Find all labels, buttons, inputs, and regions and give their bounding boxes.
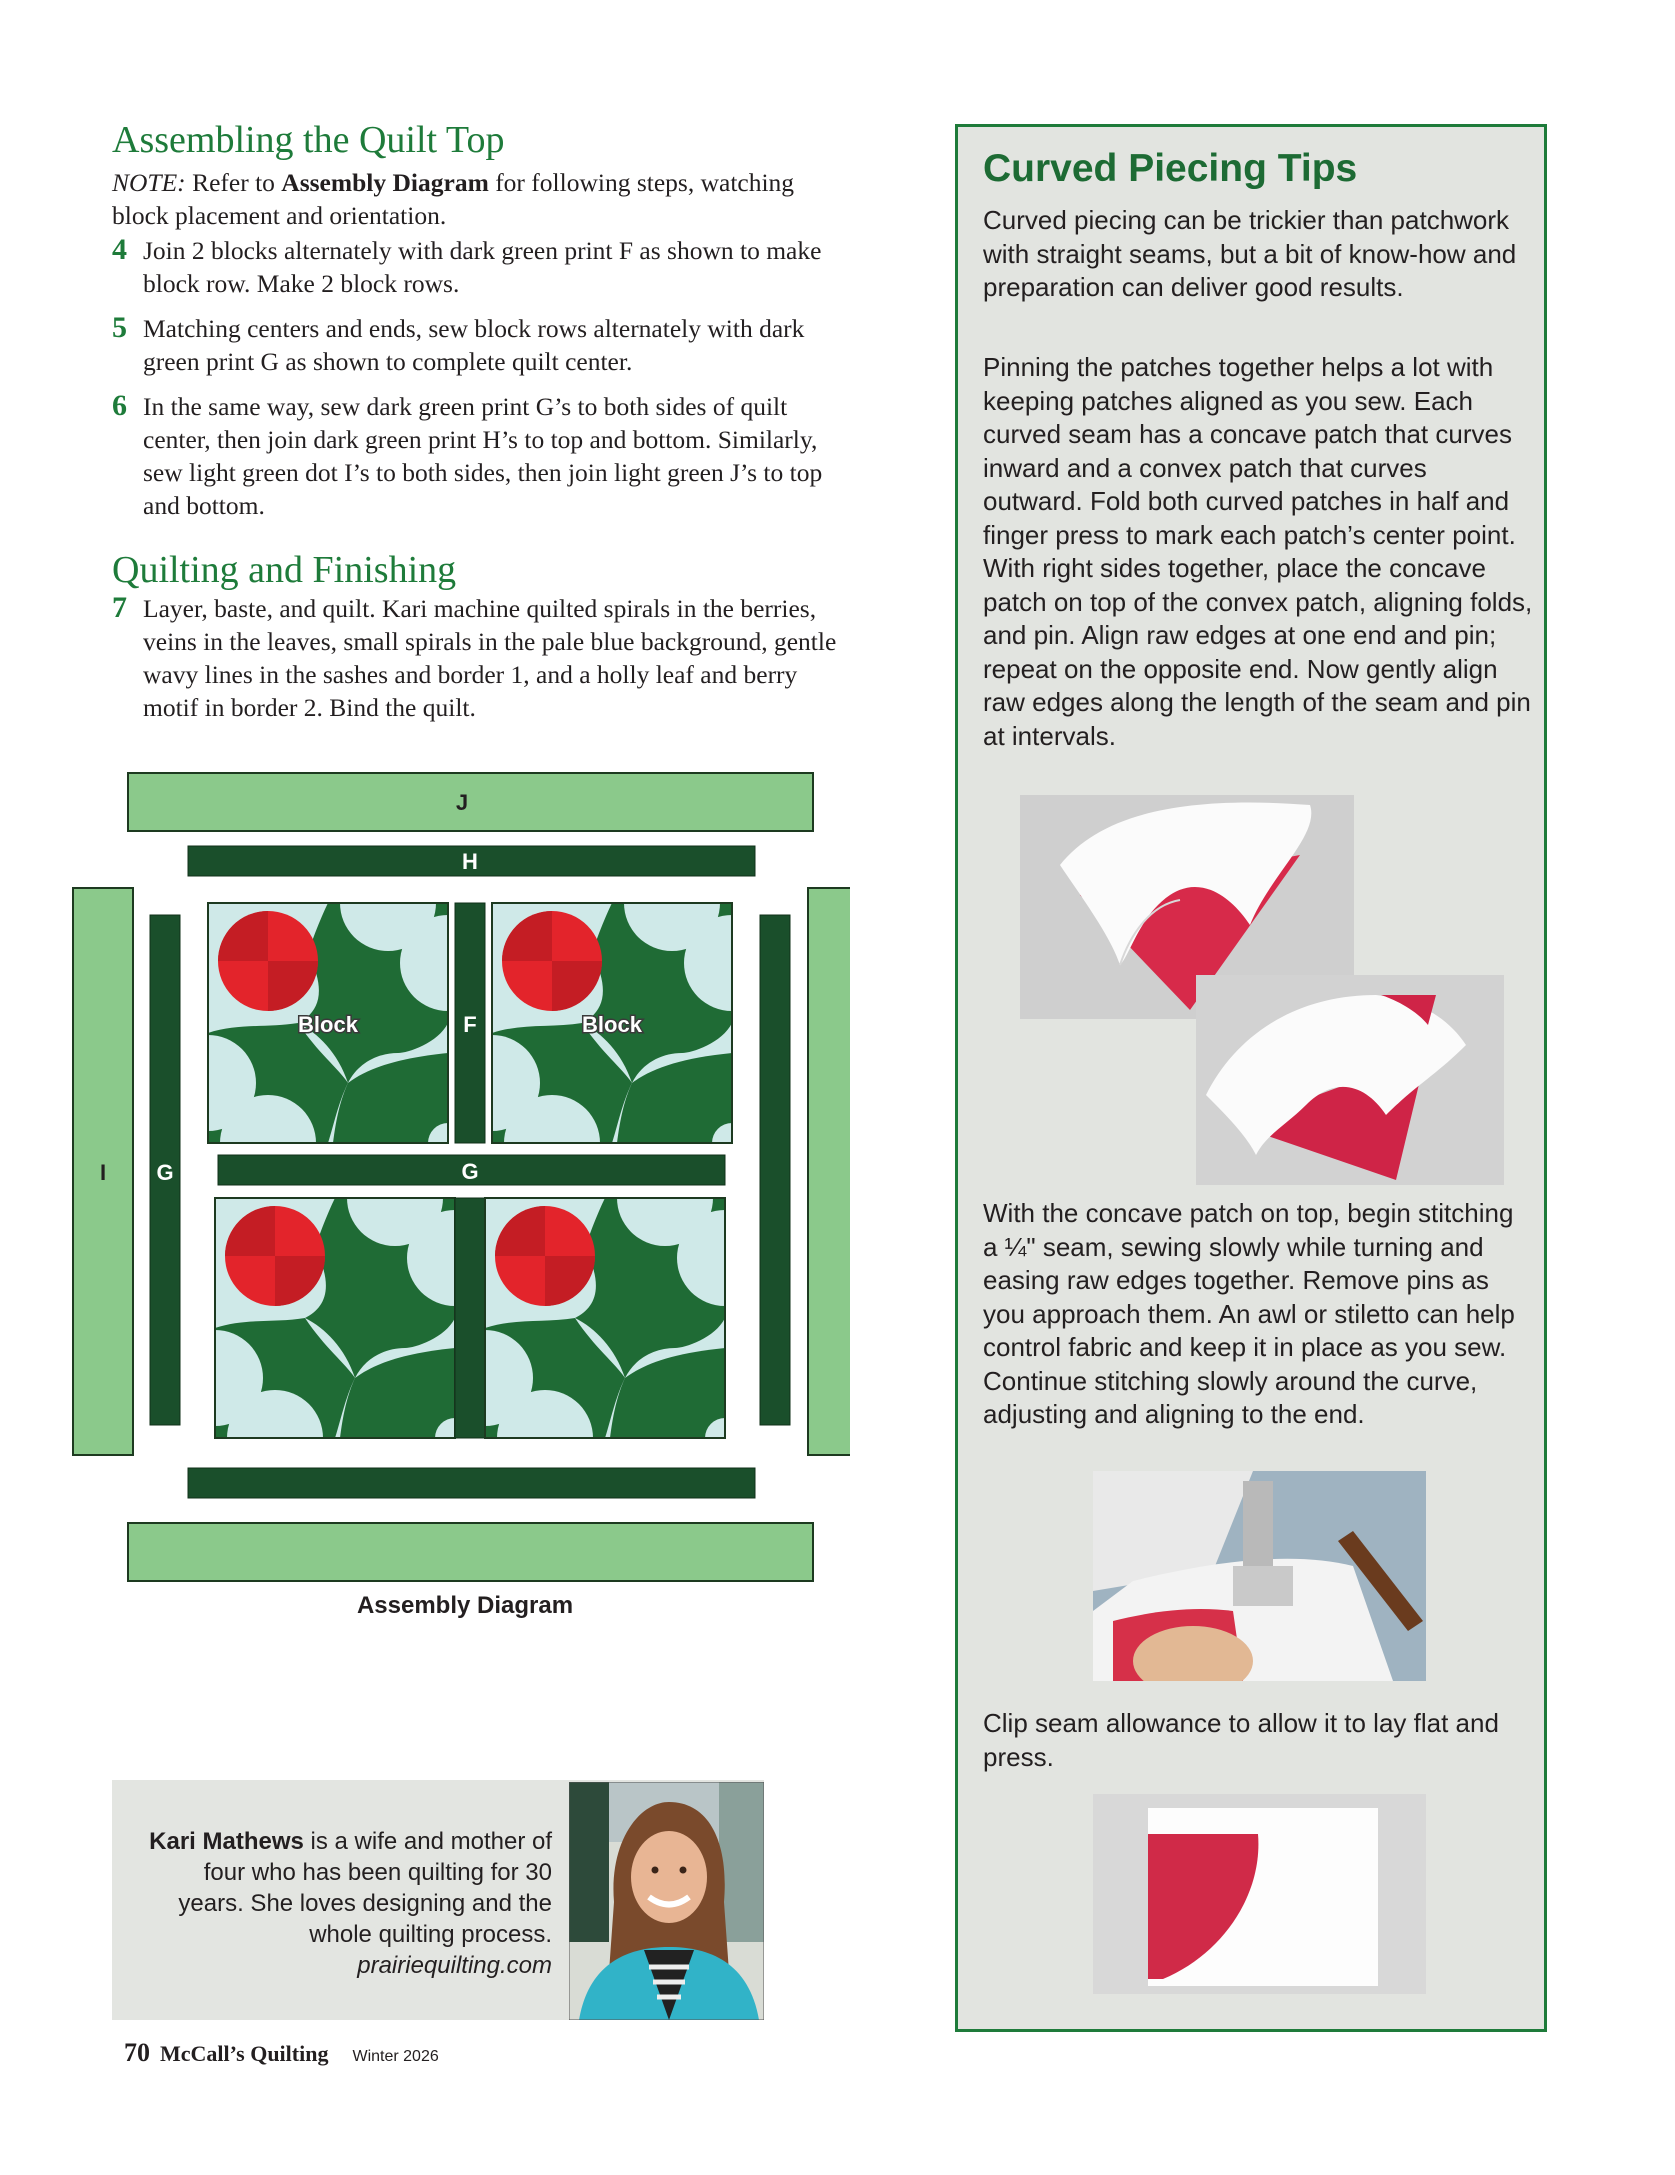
photo-finished-curve xyxy=(1093,1794,1426,1994)
note-bold: Assembly Diagram xyxy=(281,168,489,197)
label-g-side: G xyxy=(156,1160,174,1185)
photo-pinned-ends xyxy=(1196,975,1504,1185)
quilting-heading: Quilting and Finishing xyxy=(112,549,457,591)
step-6 xyxy=(112,390,823,522)
step-number: 5 xyxy=(112,311,127,344)
sidebar-paragraph-1: Curved piecing can be trickier than patchwork with straight seams, but a bit of know-how and preparation can deliver good results. xyxy=(983,205,1517,302)
step-text: Join 2 blocks alternately with dark green print F as shown to make block row. Make 2 block rows. xyxy=(143,236,822,298)
sidebar-title: Curved Piecing Tips xyxy=(983,147,1358,190)
note-text-2: for following steps, watching block placement and orientation. xyxy=(112,168,795,230)
step-text: Layer, baste, and quilt. Kari machine quilted spirals in the berries, veins in the leaves, small spirals in the pale blue background, gentle wavy lines in the sashes and border 1, and a holly leaf and berry motif in border 2. Bind the quilt. xyxy=(143,594,837,722)
quilt-block xyxy=(167,1150,503,1486)
border-i-right xyxy=(808,888,850,1455)
label-j: J xyxy=(455,790,469,815)
step-number: 7 xyxy=(112,591,127,624)
curved-piecing-sidebar xyxy=(955,124,1547,2032)
assembling-heading: Assembling the Quilt Top xyxy=(112,119,505,161)
diagram-caption: Assembly Diagram xyxy=(356,1592,574,1619)
step-number: 4 xyxy=(112,233,127,266)
label-g-middle: G xyxy=(461,1159,479,1184)
bio-website: prairiequilting.com xyxy=(357,1952,552,1979)
step-text: In the same way, sew dark green print G’s to both sides of quilt center, then join dark green print H’s to top and bottom. Similarly, sew light green dot I’s to both sides, then join light green J’s to top and bottom. xyxy=(143,392,823,520)
sidebar-paragraph-4: Clip seam allowance to allow it to lay flat and press. xyxy=(983,1708,1499,1772)
label-i: I xyxy=(99,1160,107,1185)
step-number: 6 xyxy=(112,389,127,422)
label-h: H xyxy=(462,849,478,874)
note-label: NOTE: xyxy=(112,168,186,197)
bio-name: Kari Mathews xyxy=(149,1828,304,1855)
step-4 xyxy=(112,234,823,300)
author-photo xyxy=(569,1782,764,2020)
step-7 xyxy=(112,592,843,724)
assembly-note xyxy=(112,166,812,232)
left-column xyxy=(112,118,837,724)
block-label: Block xyxy=(582,1012,642,1037)
issue-date: Winter 2026 xyxy=(352,2048,439,2065)
step-5 xyxy=(112,312,833,378)
step-text: Matching centers and ends, sew block rows alternately with dark green print G as shown to complete quilt center. xyxy=(143,314,805,376)
label-f: F xyxy=(463,1012,477,1037)
bio-description: is a wife and mother of four who has been quilting for 30 years. She loves designing and the whole quilting process. xyxy=(178,1828,552,1948)
photo-sewing-machine xyxy=(1093,1471,1426,1681)
assembly-diagram xyxy=(60,760,850,1620)
border-j-bottom xyxy=(128,1523,813,1581)
block-label: Block xyxy=(298,1012,358,1037)
sash-g-right xyxy=(760,915,790,1425)
sidebar-paragraph-3: With the concave patch on top, begin stitching a ¼" seam, sewing slowly while turning and easing raw edges together. Remove pins as you approach them. An awl or stiletto can help control fabric and keep it in place as you sew. Continue stitching slowly around the curve, adjusting and aligning to the end. xyxy=(983,1198,1515,1429)
sash-f-bottom xyxy=(455,1198,485,1438)
bio-text xyxy=(140,1826,552,1981)
sidebar-paragraph-2: Pinning the patches together helps a lot with keeping patches aligned as you sew. Each curved seam has a concave patch that curves inward and a convex patch that curves outward. Fold both curved patches in half and finger press to mark each patch’s center point. With right sides together, place the concave patch on top of the convex patch, aligning folds, and pin. Align raw edges at one end and pin; repeat on the opposite end. Now gently align raw edges along the length of the seam and pin at intervals. xyxy=(983,352,1533,751)
page-number: 70 xyxy=(124,2038,150,2067)
note-text-1: Refer to xyxy=(185,168,282,197)
border-j-top xyxy=(128,773,813,831)
border-h-bottom xyxy=(188,1468,755,1498)
magazine-name: McCall’s Quilting xyxy=(160,2041,329,2066)
page-footer xyxy=(124,2038,439,2068)
quilt-block xyxy=(437,1150,773,1486)
